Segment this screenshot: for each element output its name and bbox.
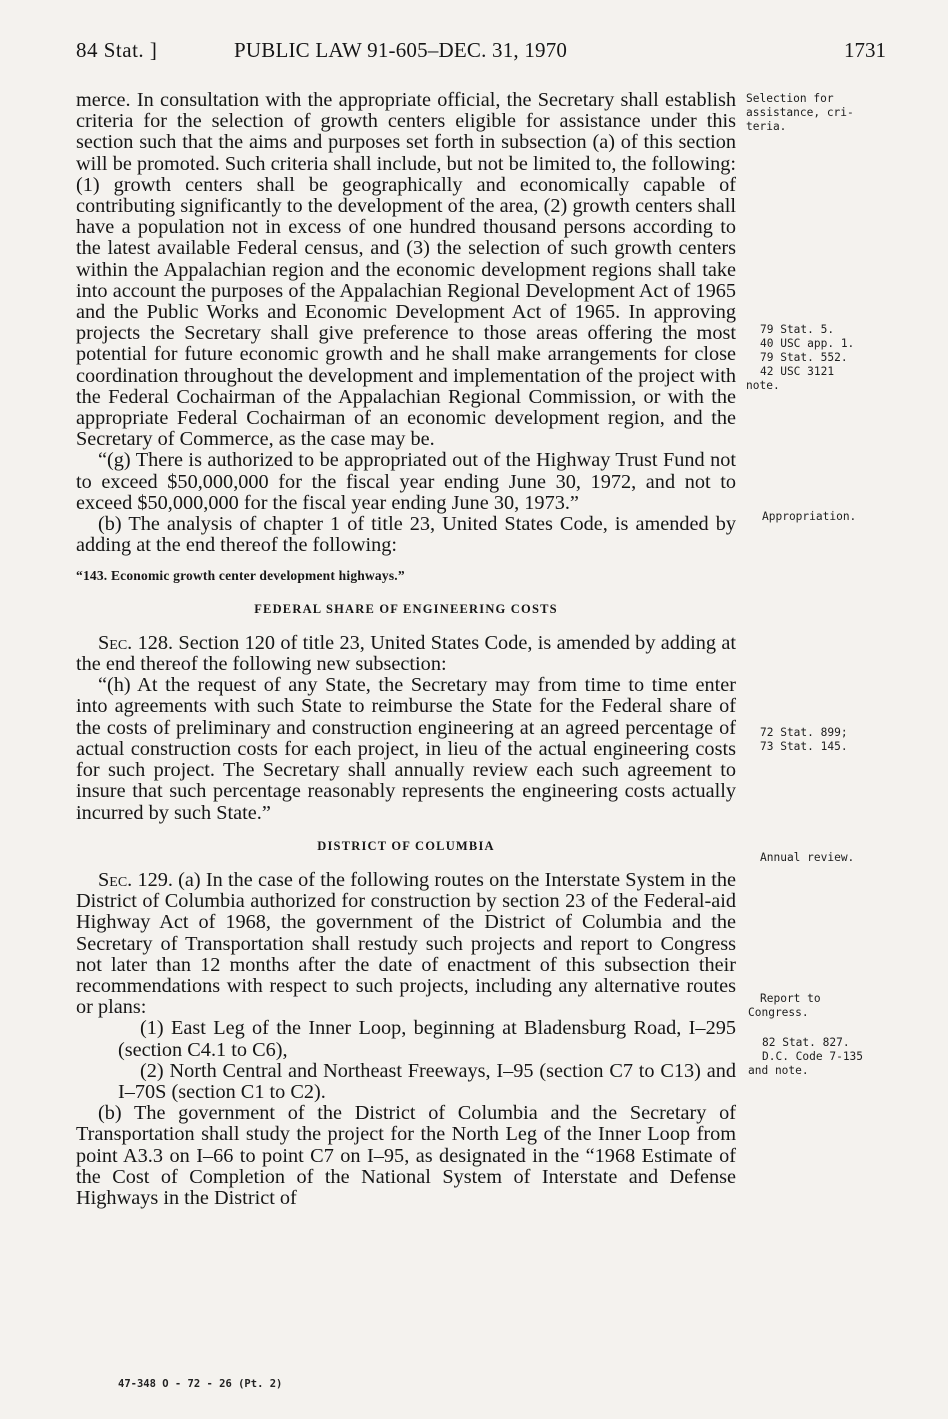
sec-label: Sec. — [98, 631, 133, 654]
paragraph-subsection-h: “(h) At the request of any State, the Secretary may from time to time enter into agreements with such State to reimburse the State for the Federal share of the costs of preliminary and construction engineering at an agreed percentage of actual construction costs for each project, in lieu of the actual engineering costs for such project. The Secretary shall annually review each such agreement to insure that such percentage reasonably represents the engineering costs actually incurred by such State.” — [76, 674, 736, 824]
note-line: note. — [746, 379, 780, 392]
margin-note-appropriation — [762, 510, 948, 524]
footer-print-code: 47-348 O - 72 - 26 (Pt. 2) — [118, 1378, 283, 1390]
margin-note-annual-review — [760, 851, 948, 865]
sec-128-text: 128. Section 120 of title 23, United States Code, is amended by adding at the end thereof the following new subsection: — [76, 631, 736, 676]
margin-note-citations-1 — [746, 323, 936, 393]
note-line: 82 Stat. 827. — [762, 1036, 850, 1049]
paragraph-criteria: merce. In consultation with the appropriate official, the Secretary shall establish criteria for the selection of growth centers eligible for assistance under this section such that the aims and purposes set forth in subsection (a) of this section will be promoted. Such criteria shall include, but not be limited to, the following: (1) growth centers shall be geographically and economically capable of contributing significantly to the development of the area, (2) growth centers shall have a population not in excess of one hundred thousand persons according to the latest available Federal census, and (3) the selection of such growth centers within the Appalachian region and the economic development regions shall take into account the purposes of the Appalachian Regional Development Act of 1965 and the Public Works and Economic Development Act of 1965. In approving projects the Secretary shall give preference to those areas offering the most potential for future economic growth and he shall make arrangements for close coordination throughout the development and implementation of the project with the Federal Cochairman of the Appalachian Regional Commission, or with the appropriate Federal Cochairman of an economic development region, and the Secretary of Commerce, as the case may be. — [76, 89, 736, 451]
note-line: 79 Stat. 552. — [760, 351, 848, 364]
section-heading-dc: DISTRICT OF COLUMBIA — [317, 838, 495, 853]
page-header — [76, 38, 886, 68]
note-line: Annual review. — [760, 851, 855, 864]
paragraph-sec-129 — [76, 870, 736, 1018]
paragraph-sec-128 — [76, 633, 736, 675]
margin-note-citations-3 — [748, 1036, 938, 1078]
sec-129-text: 129. (a) In the case of the following routes on the Interstate System in the District of Columbia authorized for construction by section 23 of the Federal-aid Highway Act of 1968, the government of the District of Columbia and the Secretary of Transportation shall restudy such projects and report to Congress not later than 12 months after the date of enactment of this subsection their recommendations with respect to such projects, including any alternative routes or plans: — [76, 868, 736, 1019]
margin-note-citations-2 — [760, 726, 948, 754]
note-line: Report to — [760, 992, 821, 1005]
note-line: Selection for — [746, 92, 834, 105]
section-heading-engineering: FEDERAL SHARE OF ENGINEERING COSTS — [254, 601, 558, 616]
margin-note-selection — [746, 92, 936, 134]
list-item-freeways: (2) North Central and Northeast Freeways, I–95 (section C7 to C13) and I–70S (section C1 to C2). — [118, 1059, 736, 1103]
note-line: 40 USC app. 1. — [760, 337, 855, 350]
paragraph-analysis: (b) The analysis of chapter 1 of title 23, United States Code, is amended by adding at the end thereof the following: — [76, 513, 736, 557]
header-title: PUBLIC LAW 91-605–DEC. 31, 1970 — [234, 38, 568, 62]
note-line: D.C. Code 7-135 — [762, 1050, 864, 1063]
note-line: 42 USC 3121 — [760, 365, 835, 378]
note-line: Congress. — [748, 1006, 809, 1019]
list-item-east-leg: (1) East Leg of the Inner Loop, beginning at Bladensburg Road, I–295 (section C4.1 to C6), — [118, 1017, 736, 1061]
note-line: teria. — [746, 120, 787, 133]
paragraph-north-leg: (b) The government of the District of Columbia and the Secretary of Transportation shall study the project for the North Leg of the Inner Loop from point A3.3 on I–66 to point C7 on I–95, as designated in the “1968 Estimate of the Cost of Completion of the National System of Interstate and Defense Highways in the District of — [76, 1102, 736, 1209]
sec-label: Sec. — [98, 868, 133, 891]
analysis-entry: “143. Economic growth center development highways.” — [76, 568, 405, 584]
header-stat: 84 Stat. ] — [76, 38, 158, 62]
header-page-number: 1731 — [844, 38, 886, 62]
note-line: assistance, cri- — [746, 106, 854, 119]
note-line: Appropriation. — [762, 510, 857, 523]
note-line: and note. — [748, 1064, 809, 1077]
body-text — [76, 90, 736, 1209]
note-line: 72 Stat. 899; — [760, 726, 848, 739]
paragraph-appropriation: “(g) There is authorized to be appropriated out of the Highway Trust Fund not to exceed $50,000,000 for the fiscal year ending June 30, 1972, and not to exceed $50,000,000 for the fiscal year ending June 30, 1973.” — [76, 449, 736, 514]
note-line: 79 Stat. 5. — [760, 323, 835, 336]
note-line: 73 Stat. 145. — [760, 740, 848, 753]
margin-note-report — [748, 992, 938, 1020]
